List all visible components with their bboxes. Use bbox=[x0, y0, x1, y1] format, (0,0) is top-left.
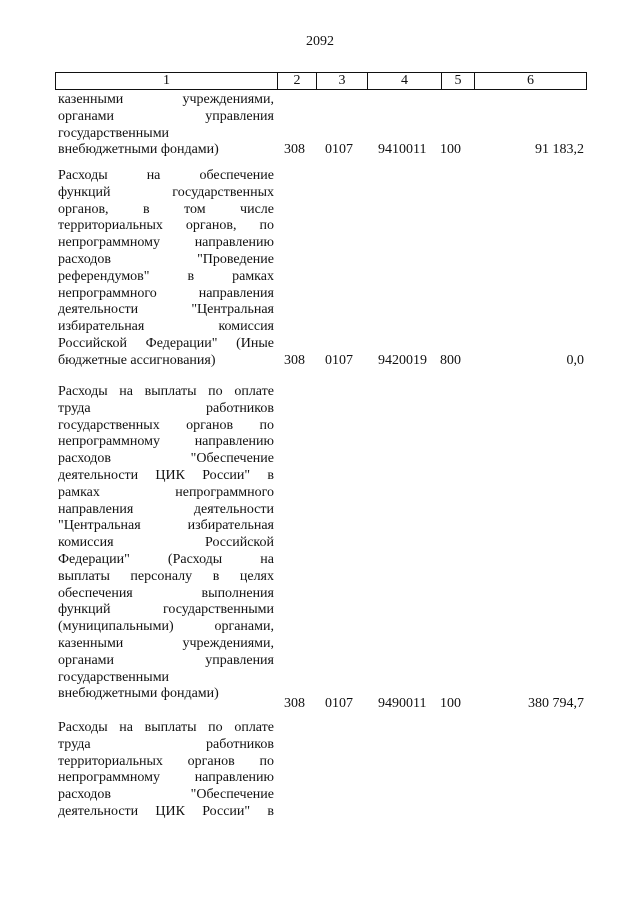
page-number: 2092 bbox=[306, 34, 334, 49]
header-col-3: 3 bbox=[317, 73, 368, 90]
cell-section: 0107 bbox=[325, 142, 353, 157]
desc-line: деятельности ЦИК России" в bbox=[58, 467, 274, 483]
desc-line: расходов "Обеспечение bbox=[58, 451, 274, 467]
desc-line: функций государственными bbox=[58, 602, 274, 618]
cell-amount: 91 183,2 bbox=[535, 142, 584, 157]
desc-line: Расходы на выплаты по оплате bbox=[58, 720, 274, 735]
desc-line: деятельности ЦИК России" в bbox=[58, 803, 274, 819]
desc-line: референдумов" в рамках bbox=[58, 268, 274, 284]
desc-line: внебюджетными фондами) bbox=[58, 686, 219, 702]
desc-line: деятельности "Центральная bbox=[58, 302, 274, 318]
desc-line: функций государственных bbox=[58, 184, 274, 200]
header-col-2: 2 bbox=[278, 73, 317, 90]
header-col-4: 4 bbox=[368, 73, 442, 90]
row-description bbox=[58, 384, 274, 703]
row-description bbox=[58, 92, 274, 159]
desc-line: органами управления bbox=[58, 652, 274, 668]
desc-line: государственными bbox=[58, 125, 170, 141]
desc-line: рамках непрограммного bbox=[58, 484, 274, 500]
column-header-table bbox=[55, 72, 587, 90]
cell-ministry: 308 bbox=[284, 353, 305, 368]
cell-section: 0107 bbox=[325, 696, 353, 711]
header-row bbox=[56, 73, 587, 90]
cell-target-article: 9420019 bbox=[378, 353, 427, 368]
cell-ministry: 308 bbox=[284, 696, 305, 711]
desc-line: территориальных органов по bbox=[58, 753, 274, 769]
desc-line: избирательная комиссия bbox=[58, 319, 274, 335]
desc-line: казенными учреждениями, bbox=[58, 635, 274, 651]
cell-expense-type: 800 bbox=[440, 353, 461, 368]
header-col-5: 5 bbox=[442, 73, 475, 90]
desc-line: расходов "Проведение bbox=[58, 251, 274, 267]
desc-line: непрограммному направлению bbox=[58, 235, 274, 251]
cell-ministry: 308 bbox=[284, 142, 305, 157]
header-col-1: 1 bbox=[56, 73, 278, 90]
row-description bbox=[58, 168, 274, 370]
desc-line: непрограммному направлению bbox=[58, 434, 274, 450]
desc-line: выплаты персоналу в целях bbox=[58, 568, 274, 584]
desc-line: (муниципальными) органами, bbox=[58, 619, 274, 635]
desc-line: Расходы на выплаты по оплате bbox=[58, 384, 274, 399]
cell-target-article: 9490011 bbox=[378, 696, 427, 711]
cell-expense-type: 100 bbox=[440, 696, 461, 711]
desc-line: комиссия Российской bbox=[58, 535, 274, 551]
desc-line: внебюджетными фондами) bbox=[58, 142, 219, 158]
desc-line: государственными bbox=[58, 669, 170, 685]
cell-expense-type: 100 bbox=[440, 142, 461, 157]
desc-line: направления деятельности bbox=[58, 501, 274, 517]
cell-target-article: 9410011 bbox=[378, 142, 427, 157]
header-col-6: 6 bbox=[475, 73, 587, 90]
cell-amount: 380 794,7 bbox=[528, 696, 584, 711]
desc-line: государственных органов по bbox=[58, 417, 274, 433]
desc-line: Российской Федерации" (Иные bbox=[58, 335, 274, 351]
desc-line: обеспечения выполнения bbox=[58, 585, 274, 601]
desc-line: труда работников bbox=[58, 736, 274, 752]
row-description bbox=[58, 720, 274, 821]
cell-amount: 0,0 bbox=[566, 353, 584, 368]
cell-section: 0107 bbox=[325, 353, 353, 368]
desc-line: бюджетные ассигнования) bbox=[58, 352, 216, 368]
desc-line: органами управления bbox=[58, 108, 274, 124]
desc-line: Федерации" (Расходы на bbox=[58, 551, 274, 567]
desc-line: органов, в том числе bbox=[58, 201, 274, 217]
desc-line: непрограммного направления bbox=[58, 285, 274, 301]
desc-line: расходов "Обеспечение bbox=[58, 787, 274, 803]
desc-line: территориальных органов, по bbox=[58, 218, 274, 234]
desc-line: непрограммному направлению bbox=[58, 770, 274, 786]
desc-line: "Центральная избирательная bbox=[58, 518, 274, 534]
desc-line: казенными учреждениями, bbox=[58, 92, 274, 107]
desc-line: Расходы на обеспечение bbox=[58, 168, 274, 183]
desc-line: труда работников bbox=[58, 400, 274, 416]
